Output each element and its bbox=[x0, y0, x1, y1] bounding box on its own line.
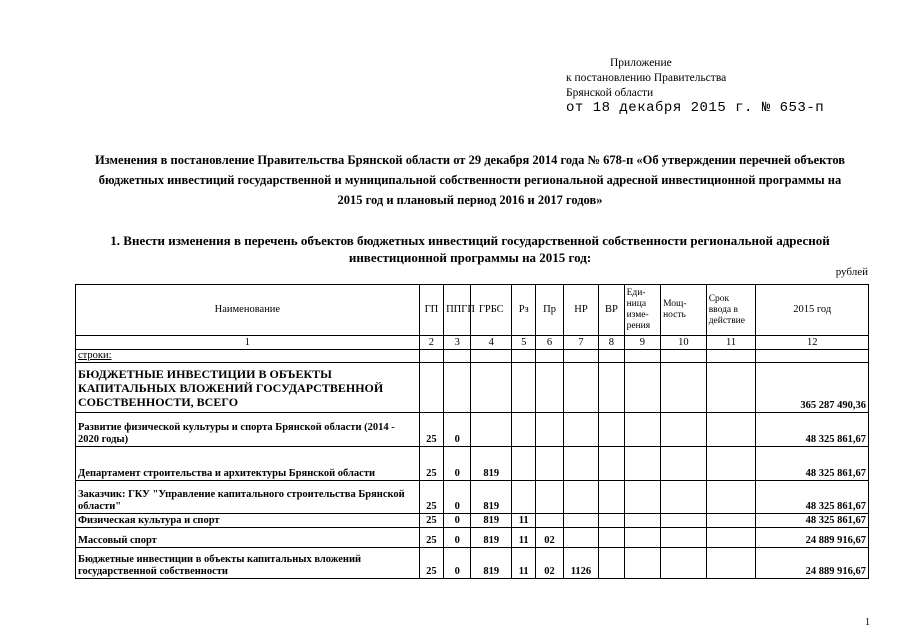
col-header-gp: ГП bbox=[419, 285, 443, 336]
col-number: 5 bbox=[512, 336, 536, 350]
row-name: Заказчик: ГКУ "Управление капитального строительства Брянской области" bbox=[76, 481, 420, 514]
table-row bbox=[76, 548, 869, 579]
cell-gp: 25 bbox=[419, 548, 443, 579]
cell-ppgp: 0 bbox=[444, 447, 471, 481]
col-header-term: Срок ввода в действие bbox=[706, 285, 756, 336]
col-number: 10 bbox=[661, 336, 707, 350]
col-number: 8 bbox=[599, 336, 624, 350]
col-number: 6 bbox=[536, 336, 563, 350]
appendix-line-2: к постановлению Правительства bbox=[566, 72, 727, 84]
cell-gp bbox=[419, 350, 443, 363]
col-header-name: Наименование bbox=[76, 285, 420, 336]
cell-vr bbox=[599, 363, 624, 413]
cell-vr bbox=[599, 514, 624, 528]
cell-amount bbox=[756, 350, 869, 363]
section-heading: 1. Внести изменения в перечень объектов бюджетных инвестиций государственной собственности региональной адресной инвестиционной программы на 2015 год: bbox=[110, 233, 830, 265]
cell-vr bbox=[599, 548, 624, 579]
col-header-amount: 2015 год bbox=[756, 285, 869, 336]
cell-amount: 48 325 861,67 bbox=[756, 413, 869, 447]
col-header-vr: ВР bbox=[599, 285, 624, 336]
col-number: 9 bbox=[624, 336, 661, 350]
cell-power bbox=[661, 447, 707, 481]
cell-nr bbox=[563, 447, 598, 481]
cell-gp bbox=[419, 363, 443, 413]
cell-vr bbox=[599, 413, 624, 447]
cell-term bbox=[706, 350, 756, 363]
row-name: БЮДЖЕТНЫЕ ИНВЕСТИЦИИ В ОБЪЕКТЫ КАПИТАЛЬНЫХ ВЛОЖЕНИЙ ГОСУДАРСТВЕННОЙ СОБСТВЕННОСТИ, ВСЕГО bbox=[76, 363, 420, 413]
cell-power bbox=[661, 481, 707, 514]
col-header-unit: Еди-ница изме-рения bbox=[624, 285, 661, 336]
cell-term bbox=[706, 514, 756, 528]
table-column-numbers-row bbox=[76, 336, 869, 350]
table-header-row bbox=[76, 285, 869, 336]
cell-rz bbox=[512, 413, 536, 447]
cell-unit bbox=[624, 447, 661, 481]
cell-nr bbox=[563, 413, 598, 447]
appendix-heading: Приложение bbox=[610, 57, 672, 69]
appendix-block bbox=[566, 56, 824, 116]
cell-nr bbox=[563, 481, 598, 514]
cell-term bbox=[706, 528, 756, 548]
cell-vr bbox=[599, 481, 624, 514]
cell-gp: 25 bbox=[419, 447, 443, 481]
row-name: Департамент строительства и архитектуры Брянской области bbox=[76, 447, 420, 481]
col-header-grbs: ГРБС bbox=[471, 285, 512, 336]
investment-table bbox=[75, 284, 869, 579]
cell-pr bbox=[536, 363, 563, 413]
cell-amount: 48 325 861,67 bbox=[756, 447, 869, 481]
col-header-nr: НР bbox=[563, 285, 598, 336]
cell-rz bbox=[512, 481, 536, 514]
cell-amount: 24 889 916,67 bbox=[756, 528, 869, 548]
cell-unit bbox=[624, 514, 661, 528]
cell-grbs: 819 bbox=[471, 447, 512, 481]
cell-nr: 1126 bbox=[563, 548, 598, 579]
cell-rz: 11 bbox=[512, 548, 536, 579]
cell-gp: 25 bbox=[419, 528, 443, 548]
page-number: 1 bbox=[865, 617, 870, 628]
cell-ppgp: 0 bbox=[444, 528, 471, 548]
col-header-rz: Рз bbox=[512, 285, 536, 336]
table-row bbox=[76, 514, 869, 528]
cell-pr: 02 bbox=[536, 528, 563, 548]
cell-unit bbox=[624, 481, 661, 514]
col-number: 11 bbox=[706, 336, 756, 350]
cell-pr bbox=[536, 350, 563, 363]
cell-grbs: 819 bbox=[471, 481, 512, 514]
cell-power bbox=[661, 528, 707, 548]
cell-nr bbox=[563, 528, 598, 548]
cell-term bbox=[706, 447, 756, 481]
cell-unit bbox=[624, 413, 661, 447]
cell-ppgp bbox=[444, 363, 471, 413]
row-name: Массовый спорт bbox=[76, 528, 420, 548]
cell-ppgp: 0 bbox=[444, 548, 471, 579]
col-number: 12 bbox=[756, 336, 869, 350]
cell-rz bbox=[512, 447, 536, 481]
row-name: Бюджетные инвестиции в объекты капитальных вложений государственной собственности bbox=[76, 548, 420, 579]
cell-nr bbox=[563, 350, 598, 363]
col-number: 4 bbox=[471, 336, 512, 350]
cell-pr bbox=[536, 413, 563, 447]
cell-power bbox=[661, 350, 707, 363]
cell-unit bbox=[624, 528, 661, 548]
row-name: строки: bbox=[76, 350, 420, 363]
cell-grbs bbox=[471, 413, 512, 447]
cell-gp: 25 bbox=[419, 413, 443, 447]
cell-term bbox=[706, 413, 756, 447]
col-number: 2 bbox=[419, 336, 443, 350]
cell-power bbox=[661, 514, 707, 528]
cell-ppgp bbox=[444, 350, 471, 363]
cell-power bbox=[661, 413, 707, 447]
col-number: 7 bbox=[563, 336, 598, 350]
cell-unit bbox=[624, 350, 661, 363]
document-title: Изменения в постановление Правительства Брянской области от 29 декабря 2014 года № 678-п «Об утверждении перечней объектов бюджетных инвестиций государственной и муниципальной собственности региональной адресной инвестиционной программы на 2015 год и плановый период 2016 и 2017 годов» bbox=[94, 153, 846, 207]
table-row bbox=[76, 481, 869, 514]
cell-rz bbox=[512, 363, 536, 413]
col-header-power: Мощ-ность bbox=[661, 285, 707, 336]
table-row bbox=[76, 528, 869, 548]
cell-grbs: 819 bbox=[471, 548, 512, 579]
cell-nr bbox=[563, 514, 598, 528]
cell-vr bbox=[599, 350, 624, 363]
table-row bbox=[76, 350, 869, 363]
row-name: Развитие физической культуры и спорта Брянской области (2014 - 2020 годы) bbox=[76, 413, 420, 447]
cell-grbs: 819 bbox=[471, 528, 512, 548]
cell-term bbox=[706, 481, 756, 514]
cell-pr bbox=[536, 447, 563, 481]
table-row bbox=[76, 363, 869, 413]
col-number: 3 bbox=[444, 336, 471, 350]
table-row bbox=[76, 413, 869, 447]
cell-term bbox=[706, 363, 756, 413]
row-name: Физическая культура и спорт bbox=[76, 514, 420, 528]
cell-amount: 24 889 916,67 bbox=[756, 548, 869, 579]
cell-term bbox=[706, 548, 756, 579]
cell-nr bbox=[563, 363, 598, 413]
table-row bbox=[76, 447, 869, 481]
cell-pr bbox=[536, 481, 563, 514]
cell-ppgp: 0 bbox=[444, 481, 471, 514]
cell-rz bbox=[512, 350, 536, 363]
cell-vr bbox=[599, 528, 624, 548]
cell-pr bbox=[536, 514, 563, 528]
col-header-pr: Пр bbox=[536, 285, 563, 336]
cell-amount: 48 325 861,67 bbox=[756, 514, 869, 528]
cell-grbs: 819 bbox=[471, 514, 512, 528]
cell-ppgp: 0 bbox=[444, 413, 471, 447]
appendix-line-3: Брянской области bbox=[566, 87, 654, 99]
cell-gp: 25 bbox=[419, 514, 443, 528]
cell-pr: 02 bbox=[536, 548, 563, 579]
currency-label: рублей bbox=[835, 266, 868, 278]
cell-unit bbox=[624, 363, 661, 413]
col-header-ppgp: ППГП bbox=[444, 285, 471, 336]
cell-grbs bbox=[471, 363, 512, 413]
cell-amount: 365 287 490,36 bbox=[756, 363, 869, 413]
appendix-date-number: от 18 декабря 2015 г. № 653-п bbox=[566, 100, 825, 116]
cell-grbs bbox=[471, 350, 512, 363]
cell-amount: 48 325 861,67 bbox=[756, 481, 869, 514]
cell-ppgp: 0 bbox=[444, 514, 471, 528]
col-number: 1 bbox=[76, 336, 420, 350]
cell-vr bbox=[599, 447, 624, 481]
cell-rz: 11 bbox=[512, 514, 536, 528]
cell-rz: 11 bbox=[512, 528, 536, 548]
cell-power bbox=[661, 548, 707, 579]
cell-gp: 25 bbox=[419, 481, 443, 514]
cell-power bbox=[661, 363, 707, 413]
cell-unit bbox=[624, 548, 661, 579]
